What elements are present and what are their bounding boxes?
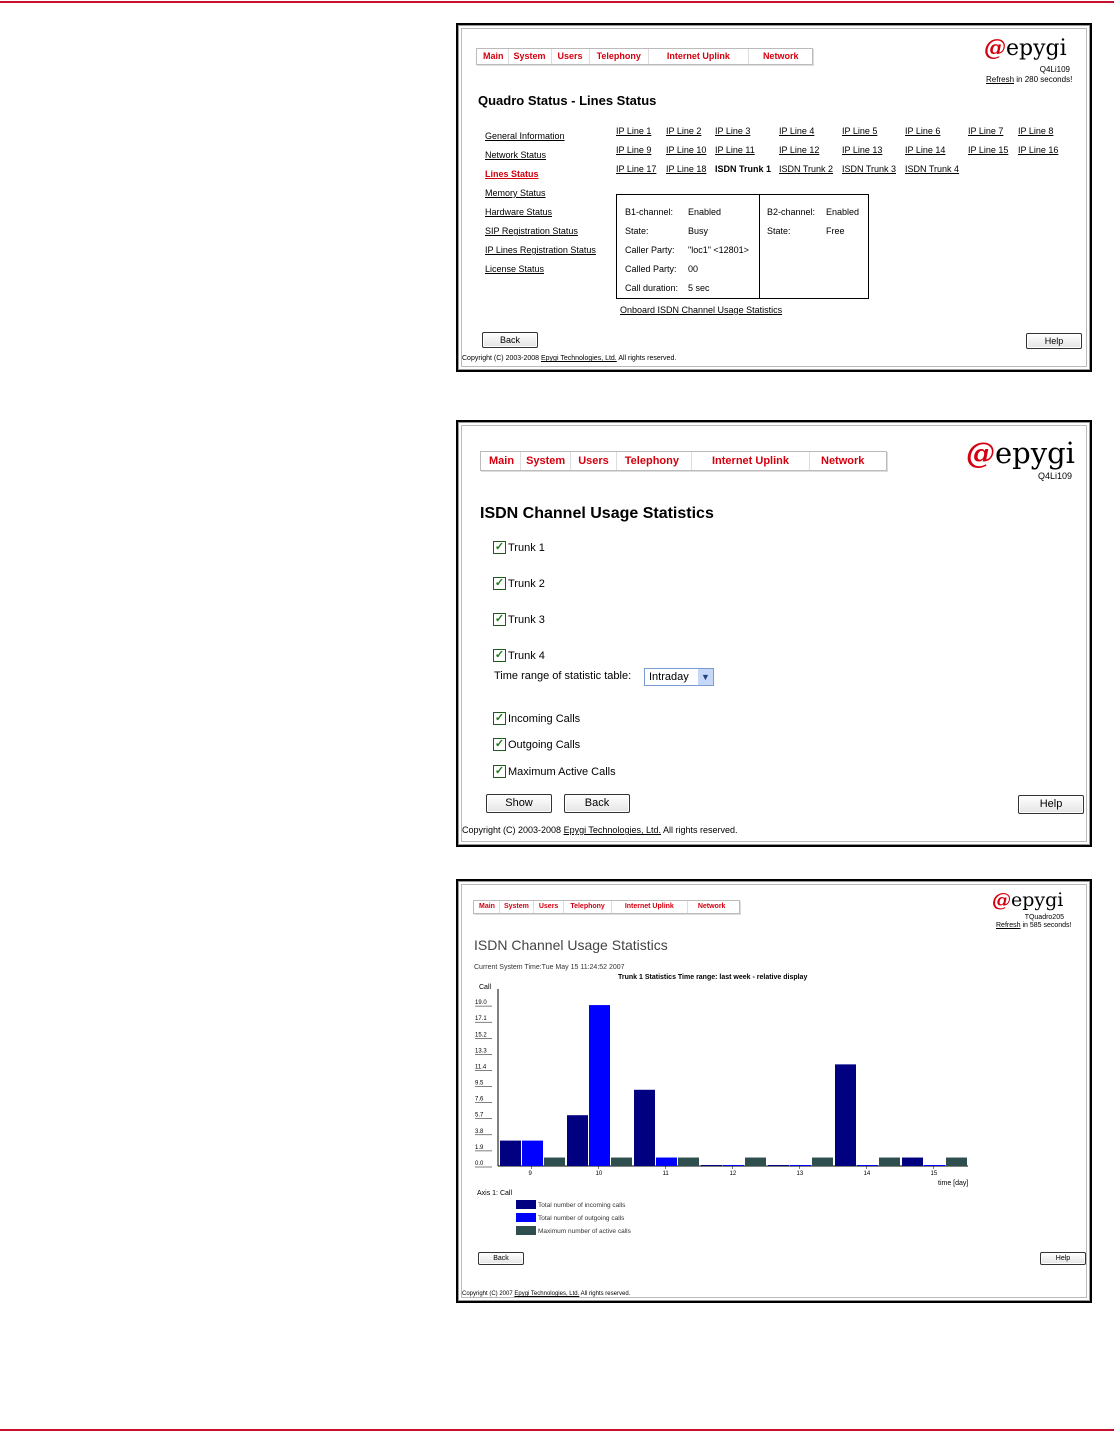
legend-swatch <box>516 1213 536 1222</box>
top-rule <box>0 1 1114 3</box>
trunk-3-checkbox[interactable]: ✓ <box>494 613 505 625</box>
page-title: Quadro Status - Lines Status <box>478 93 657 108</box>
x-tick-label: 13 <box>796 1171 804 1177</box>
isdn-usage-chart-panel <box>456 879 1092 1303</box>
line-link[interactable]: ISDN Trunk 2 <box>779 164 834 174</box>
x-tick-label: 10 <box>595 1171 603 1177</box>
line-link[interactable]: IP Line 11 <box>715 145 755 155</box>
bar-active <box>946 1158 967 1166</box>
trunk-1-checkbox[interactable]: ✓ <box>494 541 505 553</box>
menu-internet-uplink[interactable]: Internet Uplink <box>692 452 810 470</box>
top-menu <box>476 48 813 65</box>
refresh-line: Refresh in 585 seconds! <box>996 922 1072 929</box>
onboard-stats-link[interactable]: Onboard ISDN Channel Usage Statistics <box>620 305 783 315</box>
chart-title: Trunk 1 Statistics Time range: last week - relative display <box>618 974 808 981</box>
x-tick-label: 9 <box>528 1171 532 1177</box>
menu-users[interactable]: Users <box>571 452 617 470</box>
bar-active <box>879 1158 900 1166</box>
bar-incoming <box>634 1090 655 1166</box>
b1-called-value: 00 <box>688 264 699 274</box>
nav-ip-lines-registration-status[interactable]: IP Lines Registration Status <box>485 245 596 255</box>
b1-state-value: Busy <box>688 226 709 236</box>
b1-state-label: State: <box>625 226 649 236</box>
x-tick-label: 14 <box>863 1171 871 1177</box>
show-button[interactable]: Show <box>486 794 552 813</box>
bar-incoming <box>701 1165 722 1166</box>
bar-incoming <box>768 1165 789 1166</box>
top-menu <box>473 900 740 914</box>
line-link[interactable]: IP Line 17 <box>616 164 657 174</box>
menu-network[interactable]: Network <box>697 903 726 910</box>
isdn-usage-form-panel <box>456 420 1092 847</box>
time-range-select[interactable]: Intraday ▼ <box>644 668 714 686</box>
bar-incoming <box>835 1064 856 1166</box>
legend-label: Total number of outgoing calls <box>538 1215 625 1222</box>
legend-swatch <box>516 1226 536 1235</box>
y-tick-label: 11.4 <box>475 1064 487 1071</box>
nav-network-status[interactable]: Network Status <box>485 150 547 160</box>
help-button[interactable]: Help <box>1026 333 1082 349</box>
y-tick-label: 1.9 <box>475 1144 484 1151</box>
trunk-2-label: Trunk 2 <box>508 578 545 590</box>
copyright: Copyright (C) 2007 Epygi Technologies, Ltd. All rights reserved. <box>462 1291 631 1297</box>
line-link[interactable]: IP Line 6 <box>905 126 941 136</box>
menu-main[interactable]: Main <box>481 452 521 470</box>
page-title: ISDN Channel Usage Statistics <box>480 505 714 522</box>
menu-system[interactable]: System <box>521 452 571 470</box>
line-link[interactable]: IP Line 16 <box>1018 145 1059 155</box>
back-button[interactable]: Back <box>478 1252 524 1265</box>
y-tick-label: 0.0 <box>475 1161 484 1167</box>
system-time: Current System Time:Tue May 15 11:24:52 2007 <box>474 964 625 971</box>
line-link[interactable]: IP Line 3 <box>715 126 751 136</box>
b1-caller-label: Caller Party: <box>625 245 675 255</box>
y-tick-label: 3.8 <box>475 1128 484 1135</box>
bar-active <box>745 1158 766 1166</box>
b1-duration-label: Call duration: <box>625 283 679 293</box>
b1-called-label: Called Party: <box>625 264 677 274</box>
model-label: TQuadro205 <box>1024 914 1064 921</box>
epygi-logo: @epygi <box>992 889 1064 911</box>
line-link[interactable]: IP Line 9 <box>616 145 652 155</box>
y-tick-label: 9.5 <box>475 1080 484 1087</box>
line-link[interactable]: IP Line 18 <box>666 164 707 174</box>
bar-outgoing <box>522 1141 543 1166</box>
bar-outgoing <box>924 1165 945 1166</box>
max-active-calls-checkbox[interactable]: ✓ <box>494 765 505 777</box>
epygi-logo: @epygi <box>966 436 1075 470</box>
y-axis-label: Call <box>479 984 492 991</box>
b1-channel-value: Enabled <box>688 207 722 217</box>
incoming-calls-checkbox[interactable]: ✓ <box>494 712 505 724</box>
line-link[interactable]: ISDN Trunk 4 <box>905 164 960 174</box>
bar-active <box>678 1158 699 1166</box>
y-tick-label: 7.6 <box>475 1096 484 1103</box>
menu-telephony[interactable]: Telephony <box>564 901 611 913</box>
bar-incoming <box>567 1115 588 1166</box>
menu-internet-uplink[interactable]: Internet Uplink <box>649 49 749 64</box>
y-tick-label: 5.7 <box>475 1112 484 1119</box>
line-link[interactable]: IP Line 13 <box>842 145 883 155</box>
menu-system[interactable]: System <box>509 49 552 64</box>
menu-users[interactable]: Users <box>534 901 564 913</box>
trunk-4-checkbox[interactable]: ✓ <box>494 649 505 661</box>
y-tick-label: 15.2 <box>475 1032 487 1039</box>
copyright-link[interactable]: Epygi Technologies, Ltd. <box>563 825 661 835</box>
b2-state-value: Free <box>826 226 845 236</box>
help-button[interactable]: Help <box>1018 795 1084 814</box>
x-tick-label: 15 <box>930 1171 938 1177</box>
legend-label: Total number of incoming calls <box>538 1202 626 1209</box>
model-label: Q4Li109 <box>1039 65 1070 74</box>
b2-channel-label: B2-channel: <box>767 207 816 217</box>
menu-network[interactable]: Network <box>762 51 799 61</box>
bar-incoming <box>902 1158 923 1166</box>
line-link-selected[interactable]: ISDN Trunk 1 <box>715 164 772 174</box>
x-tick-label: 11 <box>662 1171 669 1177</box>
nav-general-information[interactable]: General Information <box>485 131 565 141</box>
outgoing-calls-checkbox[interactable]: ✓ <box>494 738 505 750</box>
top-menu <box>480 451 887 471</box>
legend-label: Maximum number of active calls <box>538 1228 631 1235</box>
time-range-label: Time range of statistic table: <box>494 670 632 682</box>
back-button[interactable]: Back <box>564 794 630 813</box>
axis-note: Axis 1: Call <box>477 1190 513 1197</box>
line-link[interactable]: IP Line 15 <box>968 145 1009 155</box>
menu-system[interactable]: System <box>500 901 534 913</box>
copyright: Copyright (C) 2003-2008 Epygi Technologies, Ltd. All rights reserved. <box>462 825 738 835</box>
channel-box <box>616 194 869 299</box>
b2-channel-value: Enabled <box>826 207 860 217</box>
copyright-link[interactable]: Epygi Technologies, Ltd. <box>514 1291 580 1297</box>
status-nav <box>485 127 596 279</box>
trunk-4-label: Trunk 4 <box>508 650 545 662</box>
bar-outgoing <box>790 1165 811 1166</box>
x-axis-label: time [day] <box>938 1180 969 1187</box>
usage-chart <box>458 969 1090 1279</box>
bar-active <box>812 1158 833 1166</box>
x-tick-label: 12 <box>729 1171 737 1177</box>
refresh-line: Refresh in 280 seconds! <box>986 75 1073 84</box>
max-active-calls-label: Maximum Active Calls <box>508 766 616 778</box>
page-title: ISDN Channel Usage Statistics <box>474 937 668 953</box>
back-button[interactable]: Back <box>482 332 538 348</box>
bar-outgoing <box>857 1165 878 1166</box>
line-link[interactable]: IP Line 12 <box>779 145 820 155</box>
bar-outgoing <box>723 1165 744 1166</box>
b1-channel-label: B1-channel: <box>625 207 674 217</box>
line-link[interactable]: ISDN Trunk 3 <box>842 164 897 174</box>
model-label: Q4Li109 <box>1037 471 1072 481</box>
menu-network[interactable]: Network <box>821 455 865 467</box>
bar-outgoing <box>589 1005 610 1166</box>
lines-status-panel <box>456 23 1092 372</box>
menu-users[interactable]: Users <box>552 49 590 64</box>
b2-state-label: State: <box>767 226 791 236</box>
nav-sip-registration-status[interactable]: SIP Registration Status <box>485 226 578 236</box>
chevron-down-icon[interactable]: ▼ <box>698 669 713 685</box>
nav-license-status[interactable]: License Status <box>485 264 545 274</box>
legend-swatch <box>516 1200 536 1209</box>
b1-caller-value: "loc1" <12801> <box>688 245 749 255</box>
y-tick-label: 13.3 <box>475 1048 487 1055</box>
incoming-calls-label: Incoming Calls <box>508 713 581 725</box>
nav-memory-status[interactable]: Memory Status <box>485 188 546 198</box>
line-link[interactable]: IP Line 14 <box>905 145 946 155</box>
copyright: Copyright (C) 2003-2008 Epygi Technologies, Ltd. All rights reserved. <box>462 355 677 362</box>
bottom-rule <box>0 1429 1114 1431</box>
copyright-link[interactable]: Epygi Technologies, Ltd. <box>541 355 617 362</box>
menu-telephony[interactable]: Telephony <box>590 49 649 64</box>
trunk-1-label: Trunk 1 <box>508 542 545 554</box>
trunk-3-label: Trunk 3 <box>508 614 545 626</box>
bar-active <box>611 1158 632 1166</box>
line-link[interactable]: IP Line 8 <box>1018 126 1054 136</box>
menu-main[interactable]: Main <box>477 49 509 64</box>
nav-hardware-status[interactable]: Hardware Status <box>485 207 553 217</box>
b1-duration-value: 5 sec <box>688 283 710 293</box>
line-link[interactable]: IP Line 5 <box>842 126 878 136</box>
help-button[interactable]: Help <box>1040 1252 1086 1265</box>
bar-active <box>544 1158 565 1166</box>
epygi-logo: @epygi <box>984 35 1067 61</box>
line-link[interactable]: IP Line 1 <box>616 126 652 136</box>
line-link[interactable]: IP Line 10 <box>666 145 707 155</box>
menu-telephony[interactable]: Telephony <box>617 452 692 470</box>
y-tick-label: 17.1 <box>475 1016 487 1023</box>
bar-incoming <box>500 1141 521 1166</box>
menu-main[interactable]: Main <box>474 901 500 913</box>
menu-internet-uplink[interactable]: Internet Uplink <box>612 901 688 913</box>
line-link[interactable]: IP Line 4 <box>779 126 815 136</box>
line-link[interactable]: IP Line 2 <box>666 126 702 136</box>
bar-outgoing <box>656 1158 677 1166</box>
refresh-link[interactable]: Refresh <box>996 922 1021 929</box>
line-link[interactable]: IP Line 7 <box>968 126 1004 136</box>
nav-lines-status[interactable]: Lines Status <box>485 169 539 179</box>
outgoing-calls-label: Outgoing Calls <box>508 739 581 751</box>
trunk-2-checkbox[interactable]: ✓ <box>494 577 505 589</box>
y-tick-label: 19.0 <box>475 1000 487 1007</box>
refresh-link[interactable]: Refresh <box>986 75 1015 84</box>
